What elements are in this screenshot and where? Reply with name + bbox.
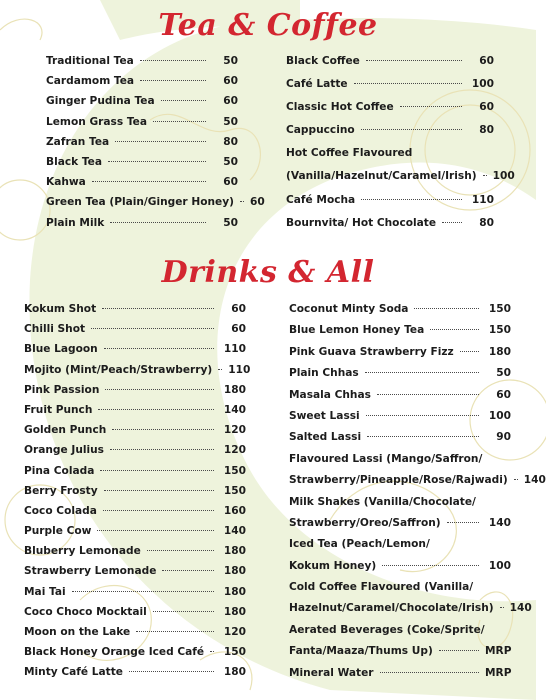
menu-item-price: 110 xyxy=(228,363,251,376)
menu-item-name: Plain Milk xyxy=(46,216,105,229)
dot-leader xyxy=(240,201,244,202)
menu-item-name: Bluberry Lemonade xyxy=(24,545,141,558)
menu-item xyxy=(24,505,246,525)
dot-leader xyxy=(414,308,479,309)
menu-item-price: 120 xyxy=(223,626,246,638)
menu-item-name: Fanta/Maaza/Thums Up) xyxy=(289,645,433,658)
menu-item-name: Classic Hot Coffee xyxy=(286,101,394,114)
menu-item-name: Café Latte xyxy=(286,78,348,91)
dot-leader xyxy=(110,449,214,450)
menu-item xyxy=(46,116,238,136)
menu-item-name: Coco Choco Mocktail xyxy=(24,605,147,618)
dot-leader xyxy=(100,470,214,471)
menu-item-name: Flavoured Lassi (Mango/Saffron/ xyxy=(289,452,483,465)
menu-item-price: 90 xyxy=(496,431,511,444)
dot-leader xyxy=(104,490,214,491)
menu-item xyxy=(289,538,511,559)
dot-leader xyxy=(110,222,206,223)
menu-item xyxy=(24,626,246,646)
menu-item xyxy=(24,666,246,686)
menu-item-price: 60 xyxy=(231,323,246,336)
menu-item-price: 50 xyxy=(223,155,238,168)
menu-item-price: 100 xyxy=(488,409,511,422)
menu-item-name: Chilli Shot xyxy=(24,323,86,336)
dot-leader xyxy=(129,671,214,672)
menu-item-name: Ginger Pudina Tea xyxy=(46,95,155,108)
menu-item-name: Cold Coffee Flavoured (Vanilla/ xyxy=(289,581,474,594)
menu-item xyxy=(289,624,511,645)
menu-item-name: Masala Chhas xyxy=(289,388,371,401)
menu-item xyxy=(286,78,494,101)
menu-item xyxy=(24,606,246,626)
dot-leader xyxy=(430,329,479,330)
menu-item-name: Plain Chhas xyxy=(289,367,359,380)
dot-leader xyxy=(72,591,214,592)
menu-item xyxy=(46,136,238,156)
dot-leader xyxy=(140,60,206,61)
menu-item xyxy=(289,581,511,602)
menu-item-price: 180 xyxy=(223,585,246,598)
dot-leader xyxy=(439,650,479,651)
menu-item-name: Mineral Water xyxy=(289,666,374,679)
menu-item xyxy=(46,196,265,216)
menu-item-price: 100 xyxy=(471,78,494,91)
dot-leader xyxy=(91,328,214,329)
menu-item-name: Bournvita/ Hot Chocolate xyxy=(286,216,437,229)
dot-leader xyxy=(108,161,206,162)
menu-item xyxy=(46,95,238,115)
dot-leader xyxy=(92,181,206,182)
menu-item xyxy=(286,124,494,147)
menu-item xyxy=(289,324,511,345)
menu-item-name: Coconut Minty Soda xyxy=(289,303,409,315)
menu-item-name: Orange Julius xyxy=(24,444,104,457)
menu-item-price: 50 xyxy=(223,216,238,229)
menu-item-price: 180 xyxy=(223,565,246,578)
menu-item-name: Purple Cow xyxy=(24,525,92,538)
menu-item-name: Moon on the Lake xyxy=(24,626,131,638)
menu-item xyxy=(24,646,246,666)
menu-item xyxy=(24,384,246,404)
dot-leader xyxy=(483,175,487,176)
menu-item-name: Cardamom Tea xyxy=(46,75,135,88)
menu-item-name: Black Honey Orange Iced Café xyxy=(24,646,205,659)
menu-item xyxy=(46,217,238,237)
menu-item xyxy=(289,496,511,517)
menu-item xyxy=(46,75,238,95)
dot-leader xyxy=(153,121,206,122)
menu-item xyxy=(286,55,494,78)
menu-item-name: Sweet Lassi xyxy=(289,409,360,422)
menu-item-name: Golden Punch xyxy=(24,424,107,437)
menu-item-price: 180 xyxy=(223,666,246,679)
menu-item-name: Pink Guava Strawberry Fizz xyxy=(289,345,454,358)
menu-item xyxy=(24,545,246,565)
menu-item-name: Kokum Shot xyxy=(24,303,97,315)
dot-leader xyxy=(500,607,504,608)
menu-item-name: Blue Lemon Honey Tea xyxy=(289,324,425,337)
dot-leader xyxy=(366,415,479,416)
menu-item-price: 140 xyxy=(223,403,246,416)
menu-item xyxy=(24,404,246,424)
dot-leader xyxy=(210,651,214,652)
menu-item-price: 60 xyxy=(496,388,511,401)
dot-leader xyxy=(153,611,214,612)
menu-item-price: 60 xyxy=(223,95,238,108)
menu-item-name: Cappuccino xyxy=(286,124,355,137)
menu-item-price: 50 xyxy=(496,367,511,380)
menu-item-name: Black Tea xyxy=(46,155,103,168)
tea-menu-left-column xyxy=(46,55,265,237)
menu-item xyxy=(24,465,246,485)
menu-item-price: 140 xyxy=(523,474,546,487)
menu-item xyxy=(286,170,515,193)
dot-leader xyxy=(102,308,214,309)
drinks-menu-left-column xyxy=(24,303,251,687)
section-title-tea-coffee: Tea & Coffee xyxy=(158,8,378,43)
menu-item-price: 180 xyxy=(223,605,246,618)
drinks-menu-right-column xyxy=(289,303,546,688)
menu-item-name: Salted Lassi xyxy=(289,431,362,444)
menu-item-name: Pink Passion xyxy=(24,383,100,396)
menu-item xyxy=(24,424,246,444)
dot-leader xyxy=(365,372,479,373)
menu-item-name: Blue Lagoon xyxy=(24,343,98,356)
menu-item-price: 80 xyxy=(479,216,494,229)
dot-leader xyxy=(136,631,214,632)
menu-item-name: Mai Tai xyxy=(24,585,66,598)
menu-item-price: 150 xyxy=(488,303,511,315)
menu-item-price: 50 xyxy=(223,55,238,67)
dot-leader xyxy=(161,100,206,101)
dot-leader xyxy=(140,80,206,81)
dot-leader xyxy=(104,348,214,349)
dot-leader xyxy=(447,522,479,523)
menu-item-name: Café Mocha xyxy=(286,193,356,206)
dot-leader xyxy=(377,394,479,395)
menu-item-name: Green Tea (Plain/Ginger Honey) xyxy=(46,196,234,209)
menu-item-name: Aerated Beverages (Coke/Sprite/ xyxy=(289,623,485,636)
menu-item-name: Lemon Grass Tea xyxy=(46,115,148,128)
menu-item xyxy=(24,444,246,464)
dot-leader xyxy=(115,141,206,142)
menu-item-name: Minty Café Latte xyxy=(24,666,123,679)
dot-leader xyxy=(382,565,479,566)
menu-item xyxy=(24,586,246,606)
menu-item xyxy=(289,389,511,410)
menu-item xyxy=(46,55,238,75)
menu-item-name: Zafran Tea xyxy=(46,135,110,148)
menu-item-price: 100 xyxy=(492,170,515,183)
menu-item-price: 180 xyxy=(223,545,246,558)
dot-leader xyxy=(366,60,462,61)
menu-item-name: Coco Colada xyxy=(24,504,97,517)
menu-item-name: Strawberry/Pineapple/Rose/Rajwadi) xyxy=(289,474,508,487)
menu-item-price: 110 xyxy=(223,343,246,356)
menu-item-name: Fruit Punch xyxy=(24,403,93,416)
dot-leader xyxy=(460,351,479,352)
menu-item-name: (Vanilla/Hazelnut/Caramel/Irish) xyxy=(286,170,477,183)
menu-item xyxy=(286,194,494,217)
menu-item xyxy=(289,474,546,495)
menu-item xyxy=(289,303,511,324)
dot-leader xyxy=(97,530,214,531)
menu-item-price: 80 xyxy=(223,135,238,148)
menu-item-name: Strawberry Lemonade xyxy=(24,565,157,578)
dot-leader xyxy=(105,389,214,390)
menu-item xyxy=(289,517,511,538)
menu-item xyxy=(24,565,246,585)
menu-item xyxy=(286,101,494,124)
menu-item xyxy=(289,453,511,474)
menu-item-price: 150 xyxy=(223,464,246,477)
menu-item-price: 150 xyxy=(488,324,511,337)
menu-item xyxy=(24,485,246,505)
menu-item-price: 150 xyxy=(223,646,246,659)
menu-item xyxy=(286,147,494,170)
menu-item xyxy=(24,303,246,323)
menu-item xyxy=(24,525,246,545)
dot-leader xyxy=(218,369,222,370)
dot-leader xyxy=(98,409,214,410)
menu-item xyxy=(24,323,246,343)
menu-item-name: Iced Tea (Peach/Lemon/ xyxy=(289,538,430,551)
menu-item xyxy=(289,560,511,581)
menu-item xyxy=(289,431,511,452)
menu-item-name: Mojito (Mint/Peach/Strawberry) xyxy=(24,363,213,376)
dot-leader xyxy=(361,129,462,130)
dot-leader xyxy=(147,550,214,551)
menu-item-price: 180 xyxy=(223,383,246,396)
dot-leader xyxy=(442,222,462,223)
menu-item-price: 120 xyxy=(223,444,246,457)
menu-item-name: Milk Shakes (Vanilla/Chocolate/ xyxy=(289,495,476,508)
menu-item-price: 60 xyxy=(479,55,494,67)
menu-item xyxy=(289,346,511,367)
menu-item-price: 60 xyxy=(231,303,246,315)
dot-leader xyxy=(103,510,214,511)
menu-item xyxy=(289,667,511,688)
menu-item-price: 60 xyxy=(479,101,494,114)
menu-item-name: Kokum Honey) xyxy=(289,559,377,572)
menu-item-price: 150 xyxy=(223,484,246,497)
menu-item-price: 100 xyxy=(488,559,511,572)
menu-item xyxy=(289,645,511,666)
menu-item-price: 140 xyxy=(509,602,532,615)
menu-item-price: 80 xyxy=(479,124,494,137)
menu-item xyxy=(289,602,532,623)
menu-item-price: 180 xyxy=(488,345,511,358)
dot-leader xyxy=(112,429,214,430)
coffee-menu-right-column xyxy=(286,55,515,240)
dot-leader xyxy=(514,479,518,480)
menu-item xyxy=(46,176,238,196)
menu-item xyxy=(289,410,511,431)
menu-item xyxy=(289,367,511,388)
dot-leader xyxy=(361,199,462,200)
menu-item-name: Hazelnut/Caramel/Chocolate/Irish) xyxy=(289,602,494,615)
menu-item-name: Strawberry/Oreo/Saffron) xyxy=(289,516,441,529)
menu-item-name: Berry Frosty xyxy=(24,484,98,497)
menu-item-name: Kahwa xyxy=(46,176,86,189)
dot-leader xyxy=(354,83,462,84)
menu-item-price: MRP xyxy=(485,645,512,658)
menu-item-price: 140 xyxy=(223,525,246,538)
dot-leader xyxy=(380,672,479,673)
menu-item-price: 160 xyxy=(223,504,246,517)
menu-item-name: Hot Coffee Flavoured xyxy=(286,147,413,160)
menu-item-price: 60 xyxy=(249,196,265,209)
menu-item-name: Black Coffee xyxy=(286,55,360,67)
menu-item-price: 60 xyxy=(223,176,238,189)
dot-leader xyxy=(162,570,214,571)
menu-item-price: MRP xyxy=(485,666,512,679)
menu-item-price: 140 xyxy=(488,516,511,529)
menu-item-price: 60 xyxy=(223,75,238,88)
menu-item-price: 120 xyxy=(223,424,246,437)
menu-item-name: Pina Colada xyxy=(24,464,95,477)
dot-leader xyxy=(400,106,462,107)
menu-item xyxy=(24,343,246,363)
menu-item-price: 110 xyxy=(471,193,494,206)
dot-leader xyxy=(367,436,479,437)
menu-item-name: Traditional Tea xyxy=(46,55,134,67)
section-title-drinks-all: Drinks & All xyxy=(161,255,375,290)
menu-item-price: 50 xyxy=(223,115,238,128)
menu-item xyxy=(46,156,238,176)
menu-item xyxy=(24,363,251,384)
menu-item xyxy=(286,217,494,240)
